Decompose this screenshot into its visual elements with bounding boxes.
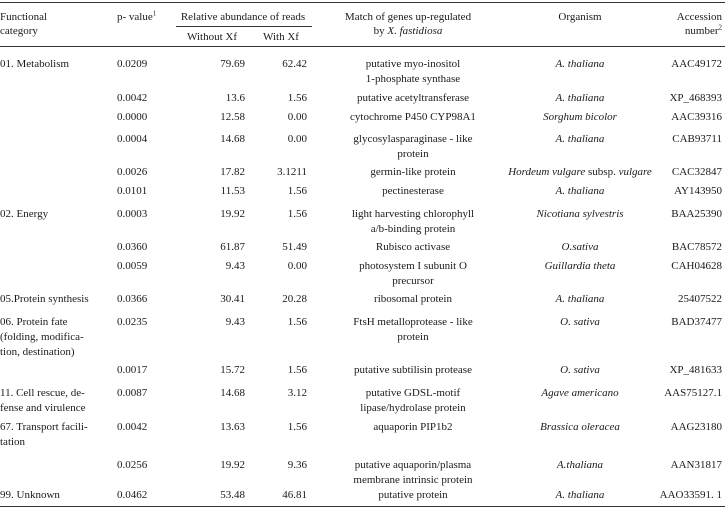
without-xf-cell: 61.87: [220, 241, 245, 253]
relative-subrule: [176, 26, 312, 27]
category-line: 05.Protein synthesis: [0, 293, 89, 305]
with-xf-cell: 1.56: [287, 185, 307, 197]
without-xf-cell: 12.58: [220, 111, 245, 123]
organism-subsp: subsp.: [585, 166, 619, 178]
gene-match-cell: [322, 259, 504, 289]
category-cell: [0, 420, 108, 450]
category-cell: [0, 207, 108, 222]
header-rule: [0, 46, 725, 47]
organism-cell: A. thaliana: [555, 92, 605, 104]
with-xf-cell: 1.56: [287, 92, 307, 104]
without-xf-cell: 15.72: [220, 364, 245, 376]
gene-match-cell: [322, 363, 504, 378]
category-line: 99. Unknown: [0, 489, 60, 501]
p-value-cell: 0.0000: [117, 111, 148, 123]
header-accession-sup: 2: [718, 23, 722, 32]
gene-match-cell: [322, 91, 504, 106]
p-value-cell: 0.0003: [117, 208, 148, 220]
p-value-cell: 0.0235: [117, 316, 148, 328]
category-line: tion, destination): [0, 346, 75, 358]
p-value-cell: 0.0042: [117, 421, 148, 433]
header-accession-line1: Accession: [676, 11, 722, 23]
gene-match-cell: [322, 165, 504, 180]
header-category-line1: Functional: [0, 11, 48, 23]
category-line: 11. Cell rescue, de-: [0, 387, 85, 399]
accession-cell: AAS75127.1: [664, 387, 722, 399]
accession-cell: CAB93711: [672, 133, 722, 145]
gene-match-cell: [322, 240, 504, 255]
organism-cell: Nicotiana sylvestris: [536, 208, 624, 220]
without-xf-cell: 14.68: [220, 133, 245, 145]
header-pvalue-text: p- value: [117, 11, 153, 23]
p-value-cell: 0.0360: [117, 241, 148, 253]
without-xf-cell: 13.6: [225, 92, 245, 104]
organism-variety: vulgare: [618, 166, 652, 178]
organism-cell: O.sativa: [561, 241, 599, 253]
gene-line: glycosylasparaginase - like: [353, 133, 473, 145]
without-xf-cell: 9.43: [225, 260, 245, 272]
p-value-cell: 0.0462: [117, 489, 148, 501]
p-value-cell: 0.0101: [117, 185, 148, 197]
p-value-cell: 0.0087: [117, 387, 148, 399]
category-cell: [0, 57, 108, 72]
category-cell: [0, 386, 108, 416]
with-xf-cell: 3.1211: [277, 166, 307, 178]
header-match-italic: X. fastidiosa: [387, 25, 443, 37]
gene-match-cell: [322, 132, 504, 162]
p-value-cell: 0.0026: [117, 166, 148, 178]
gene-line: putative protein: [378, 489, 448, 501]
with-xf-cell: 1.56: [287, 421, 307, 433]
category-line: 06. Protein fate: [0, 316, 68, 328]
gene-line: precursor: [392, 275, 434, 287]
gene-line: protein: [397, 148, 429, 160]
header-match-line1: Match of genes up-regulated: [344, 11, 472, 23]
organism-cell: [505, 165, 655, 180]
gene-match-cell: [322, 110, 504, 125]
with-xf-cell: 0.00: [287, 111, 307, 123]
p-value-cell: 0.0004: [117, 133, 148, 145]
accession-cell: AAC39316: [671, 111, 722, 123]
organism-cell: A.thaliana: [556, 459, 604, 471]
header-match-prefix: by: [373, 25, 388, 37]
with-xf-cell: 0.00: [287, 260, 307, 272]
gene-line: putative aquaporin/plasma: [354, 459, 472, 471]
gene-line: a/b-binding protein: [370, 223, 456, 235]
organism-cell: Sorghum bicolor: [543, 111, 617, 123]
accession-cell: AAC49172: [671, 58, 722, 70]
accession-cell: AAN31817: [670, 459, 722, 471]
header-pvalue-sup: 1: [152, 9, 157, 18]
gene-line: cytochrome P450 CYP98A1: [350, 111, 476, 123]
header-accession-line2: [640, 24, 722, 38]
with-xf-cell: 3.12: [287, 387, 307, 399]
without-xf-cell: 19.92: [220, 459, 245, 471]
accession-cell: XP_481633: [669, 364, 722, 376]
header-with: With Xf: [263, 31, 299, 43]
header-category-line2: category: [0, 25, 38, 37]
gene-match-cell: [322, 184, 504, 199]
with-xf-cell: 0.00: [287, 133, 307, 145]
header-accession-text: number: [684, 25, 719, 37]
gene-match-cell: [322, 420, 504, 435]
organism-cell: A. thaliana: [555, 489, 605, 501]
without-xf-cell: 30.41: [220, 293, 245, 305]
organism-cell: Brassica oleracea: [540, 421, 620, 433]
with-xf-cell: 1.56: [287, 316, 307, 328]
without-xf-cell: 14.68: [220, 387, 245, 399]
gene-line: germin-like protein: [370, 166, 456, 178]
gene-line: membrane intrinsic protein: [353, 474, 473, 486]
header-relative: Relative abundance of reads: [180, 11, 306, 23]
organism-genus: Hordeum vulgare: [508, 166, 586, 178]
gene-line: light harvesting chlorophyll: [351, 208, 475, 220]
gene-match-cell: [322, 292, 504, 307]
without-xf-cell: 17.82: [220, 166, 245, 178]
organism-cell: Guillardia theta: [544, 260, 616, 272]
gene-line: aquaporin PIP1b2: [373, 421, 453, 433]
accession-cell: CAC32847: [671, 166, 722, 178]
with-xf-cell: 9.36: [287, 459, 307, 471]
p-value-cell: 0.0209: [117, 58, 148, 70]
category-line: (folding, modifica-: [0, 331, 84, 343]
accession-cell: BAD37477: [671, 316, 722, 328]
header-without: Without Xf: [187, 31, 237, 43]
gene-line: ribosomal protein: [374, 293, 452, 305]
gene-match-cell: [322, 386, 504, 416]
category-line: 67. Transport facili-: [0, 421, 88, 433]
gene-match-cell: [322, 57, 504, 87]
p-value-cell: 0.0366: [117, 293, 148, 305]
p-value-cell: 0.0059: [117, 260, 148, 272]
with-xf-cell: 51.49: [282, 241, 307, 253]
with-xf-cell: 1.56: [287, 208, 307, 220]
without-xf-cell: 11.53: [220, 185, 245, 197]
gene-line: Rubisco activase: [375, 241, 451, 253]
without-xf-cell: 79.69: [220, 58, 245, 70]
category-line: tation: [0, 436, 26, 448]
accession-cell: CAH04628: [671, 260, 722, 272]
gene-match-cell: [322, 488, 504, 503]
organism-cell: O. sativa: [560, 364, 600, 376]
p-value-cell: 0.0017: [117, 364, 148, 376]
without-xf-cell: 19.92: [220, 208, 245, 220]
gene-match-cell: [322, 207, 504, 237]
without-xf-cell: 13.63: [220, 421, 245, 433]
organism-cell: O. sativa: [560, 316, 600, 328]
top-rule: [0, 2, 725, 3]
category-cell: [0, 292, 108, 307]
accession-cell: 25407522: [678, 293, 722, 305]
organism-cell: A. thaliana: [555, 58, 605, 70]
gene-line: putative acetyltransferase: [356, 92, 470, 104]
p-value-cell: 0.0256: [117, 459, 148, 471]
without-xf-cell: 53.48: [220, 489, 245, 501]
organism-cell: A. thaliana: [555, 133, 605, 145]
organism-cell: Agave americano: [541, 387, 619, 399]
accession-cell: BAA25390: [671, 208, 722, 220]
bottom-rule: [0, 506, 725, 507]
gene-line: protein: [397, 331, 429, 343]
gene-match-cell: [322, 458, 504, 488]
p-value-cell: 0.0042: [117, 92, 148, 104]
header-pvalue: [117, 10, 156, 24]
category-line: 01. Metabolism: [0, 58, 70, 70]
with-xf-cell: 20.28: [282, 293, 307, 305]
gene-line: putative subtilisin protease: [354, 364, 472, 376]
gene-match-cell: [322, 315, 504, 345]
with-xf-cell: 1.56: [287, 364, 307, 376]
organism-cell: A. thaliana: [555, 293, 605, 305]
gene-line: photosystem I subunit O: [359, 260, 467, 272]
accession-cell: XP_468393: [669, 92, 722, 104]
header-organism: Organism: [558, 11, 602, 23]
gene-line: 1-phosphate synthase: [365, 73, 461, 85]
gene-line: putative myo-inositol: [365, 58, 461, 70]
without-xf-cell: 9.43: [225, 316, 245, 328]
header-match: [318, 10, 498, 38]
organism-cell: A. thaliana: [555, 185, 605, 197]
header-category: [0, 10, 47, 38]
with-xf-cell: 46.81: [282, 489, 307, 501]
accession-cell: AY143950: [674, 185, 722, 197]
accession-cell: AAG23180: [670, 421, 722, 433]
category-cell: [0, 315, 108, 360]
header-match-line2: [318, 24, 498, 38]
header-accession: [640, 10, 722, 38]
gene-line: lipase/hydrolase protein: [360, 402, 466, 414]
category-cell: [0, 488, 108, 503]
accession-cell: BAC78572: [671, 241, 722, 253]
accession-cell: AAO33591. 1: [659, 489, 722, 501]
gene-line: pectinesterase: [382, 185, 444, 197]
gene-line: putative GDSL-motif: [365, 387, 461, 399]
with-xf-cell: 62.42: [282, 58, 307, 70]
category-line: 02. Energy: [0, 208, 49, 220]
category-line: fense and virulence: [0, 402, 86, 414]
gene-line: FtsH metalloprotease - like: [353, 316, 473, 328]
